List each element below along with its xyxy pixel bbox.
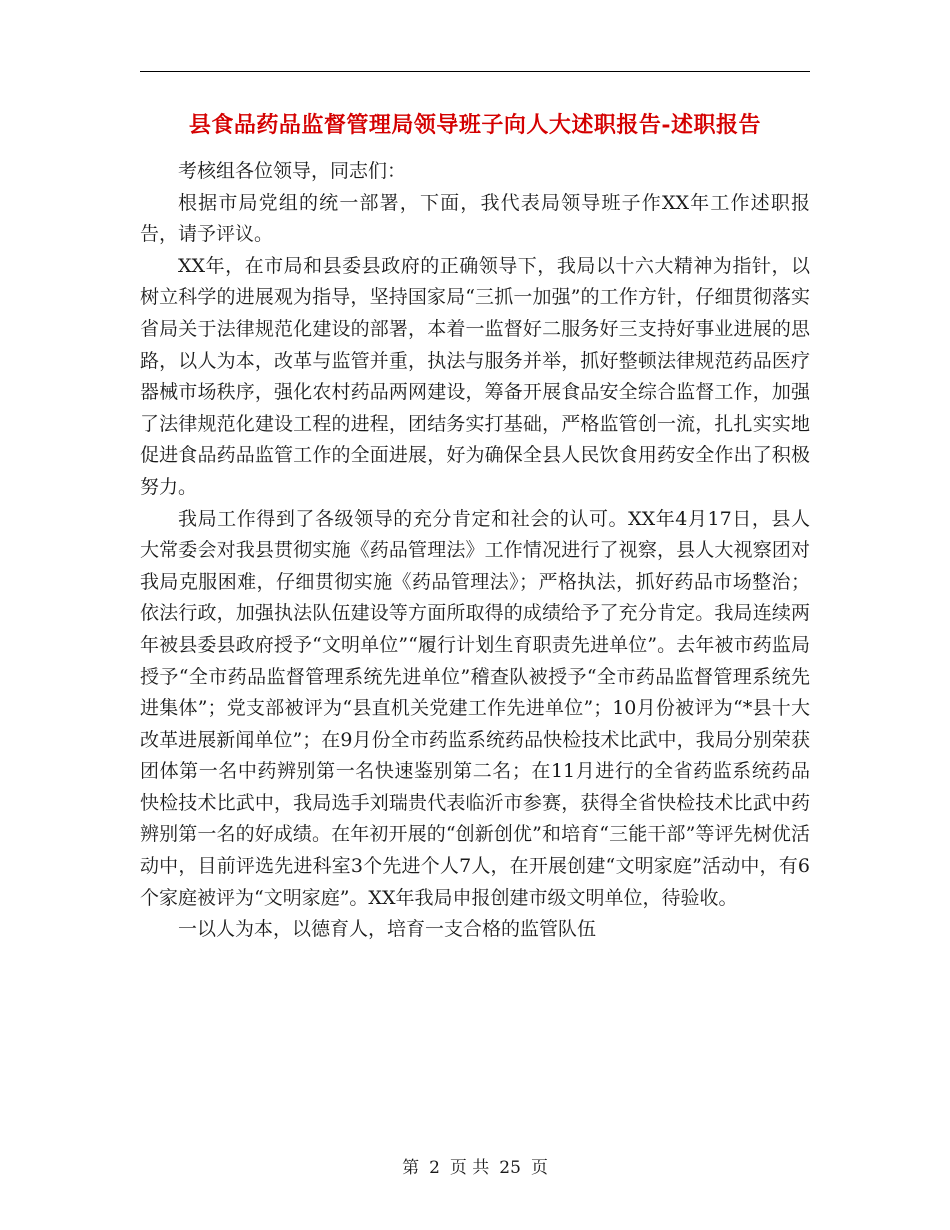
page-footer [140, 1153, 810, 1178]
paragraph-overview: XX年，在市局和县委县政府的正确领导下，我局以十六大精神为指针，以树立科学的进展观为指导，坚持国家局“三抓一加强”的工作方针，仔细贯彻落实省局关于法律规范化建设的部署，本着一监督好二服务好三支持好事业进展的思路，以人为本，改革与监管并重，执法与服务并举，抓好整顿法律规范药品医疗器械市场秩序，强化农村药品两网建设，筹备开展食品安全综合监督工作，加强了法律规范化建设工程的进程，团结务实打基础，严格监管创一流，扎扎实实地促进食品药品监管工作的全面进展，好为确保全县人民饮食用药安全作出了积极努力。 [140, 254, 810, 498]
footer-total-pages: 25 [499, 1158, 521, 1178]
document-body [140, 156, 810, 946]
paragraph-achievements: 我局工作得到了各级领导的充分肯定和社会的认可。XX年4月17日，县人大常委会对我县贯彻实施《药品管理法》工作情况进行了视察，县人大视察团对我局克服困难，仔细贯彻实施《药品管理法》；严格执法，抓好药品市场整治；依法行政，加强执法队伍建设等方面所取得的成绩给予了充分肯定。我局连续两年被县委县政府授予“文明单位”“履行计划生育职责先进单位”。去年被市药监局授予“全市药品监督管理系统先进单位”稽查队被授予“全市药品监督管理系统先进集体”；党支部被评为“县直机关党建工作先进单位”；10月份被评为“*县十大改革进展新闻单位”；在9月份全市药监系统药品快检技术比武中，我局分别荣获团体第一名中药辨别第一名快速鉴别第二名；在11月进行的全省药监系统药品快检技术比武中，我局选手刘瑞贵代表临沂市参赛，获得全省快检技术比武中药辨别第一名的好成绩。在年初开展的“创新创优”和培育“三能干部”等评先树优活动中，目前评选先进科室3个先进个人7人，在开展创建“文明家庭”活动中，有6个家庭被评为“文明家庭”。XX年我局申报创建市级文明单位，待验收。 [140, 507, 810, 909]
footer-prefix: 第 [402, 1158, 420, 1178]
footer-suffix: 页 [530, 1158, 548, 1178]
paragraph-section-heading: 一以人为本，以德育人，培育一支合格的监管队伍 [178, 918, 597, 941]
footer-middle: 页 共 [449, 1158, 490, 1178]
document-title: 县食品药品监督管理局领导班子向人大述职报告-述职报告 [188, 112, 762, 138]
footer-page-number: 2 [429, 1158, 440, 1178]
header-rule [140, 71, 810, 72]
paragraph-salutation: 考核组各位领导，同志们： [178, 160, 407, 182]
paragraph-intro: 根据市局党组的统一部署，下面，我代表局领导班子作XX年工作述职报告，请予评议。 [140, 191, 810, 246]
